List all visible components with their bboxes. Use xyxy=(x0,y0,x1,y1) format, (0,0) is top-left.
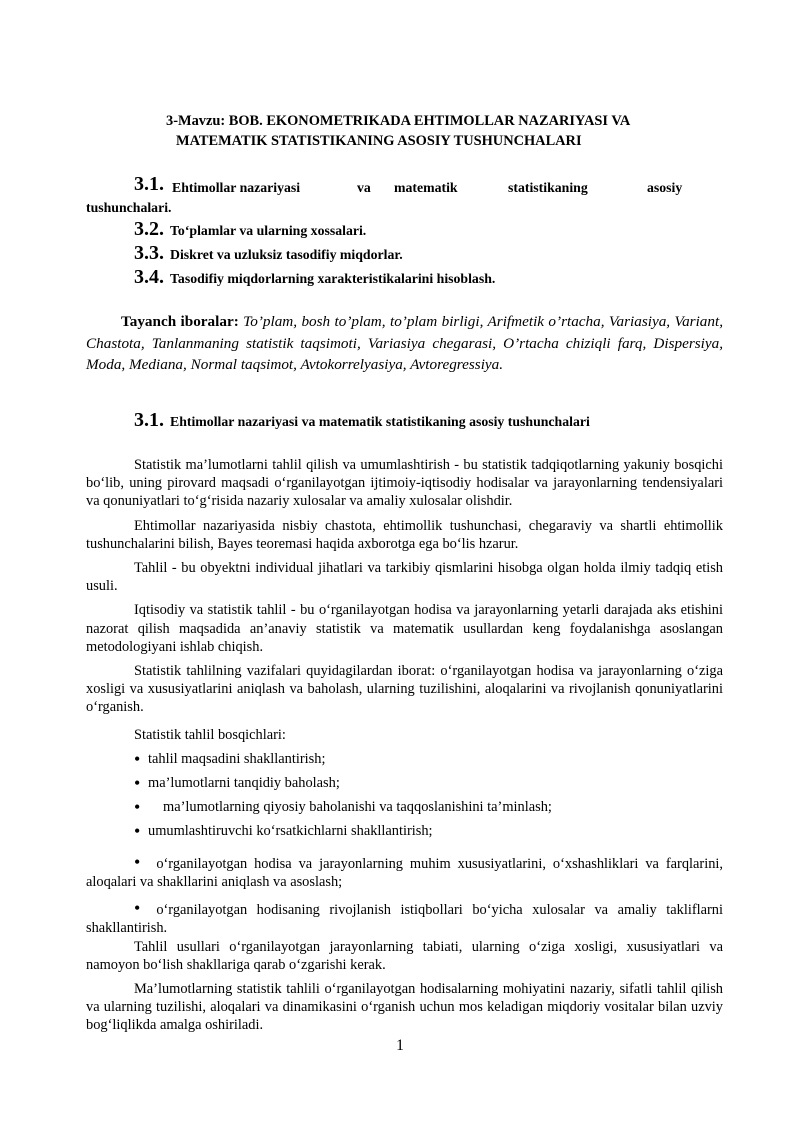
bullet-icon: • xyxy=(134,898,141,919)
list-item xyxy=(86,819,723,843)
bullet-icon: • xyxy=(134,796,141,817)
bullet-paragraph-text: o‘rganilayotgan hodisa va jarayonlarning muhim xususiyatlarini, o‘xshashliklari va farqlarini, aloqalari va shakllarini aniqlash va asoslash; xyxy=(86,855,723,891)
toc-number: 3.3. xyxy=(134,242,164,264)
steps-label: Statistik tahlil bosqichlari: xyxy=(134,726,286,743)
paragraph: Iqtisodiy va statistik tahlil - bu o‘rganilayotgan hodisa va jarayonlarning yetarli darajada aks etishini nazorat qilish maqsadida an’anaviy statistik va matematik usullardan keng foydalanishga asoslangan metodologiyani ishlab chiqish. xyxy=(86,602,723,655)
paragraph: Ehtimollar nazariyasida nisbiy chastota, ehtimollik tushunchasi, chegaraviy va shartli ehtimollik tushunchalarini bilish, Bayes teoremasi haqida axborotga ega bo‘lis hzarur. xyxy=(86,517,723,552)
list-item-text: tahlil maqsadini shakllantirish; xyxy=(148,750,326,767)
paragraph: Tahlil - bu obyektni individual jihatlari va tarkibiy qismlarini hisobga olgan holda ilmiy tadqiq etish usuli. xyxy=(86,560,723,595)
bullet-icon: • xyxy=(134,820,141,841)
keywords-block xyxy=(86,311,723,376)
list-item xyxy=(86,771,723,795)
toc-text: Tasodifiy miqdorlarning xarakteristikalarini hisoblash. xyxy=(170,271,496,286)
toc-number: 3.4. xyxy=(134,266,164,288)
paragraph: Statistik tahlilning vazifalari quyidagilardan iborat: o‘rganilayotgan hodisa va jarayonlarning o‘ziga xosligi va xususiyatlarini aniqlash va baholash, ularning tuzilishini, aloqalarini va rivojlanish qonuniyatlarini o‘rganish. xyxy=(86,663,723,716)
toc-word: Ehtimollar nazariyasi xyxy=(172,180,301,195)
bullet-paragraph-text: o‘rganilayotgan hodisaning rivojlanish istiqbollari bo‘yicha xulosalar va amaliy takliflarni shakllantirish. xyxy=(86,902,723,937)
toc-word: statistikaning xyxy=(508,180,588,195)
title-line-1: 3-Mavzu: BOB. EKONOMETRIKADA EHTIMOLLAR NAZARIYASI VA xyxy=(166,113,631,129)
toc-item xyxy=(134,218,366,241)
bullet-paragraph xyxy=(86,899,723,937)
title-line-2: MATEMATIK STATISTIKANING ASOSIY TUSHUNCHALARI xyxy=(176,133,582,149)
toc-text: To‘plamlar va ularning xossalari. xyxy=(170,223,367,238)
toc-item xyxy=(0,175,800,219)
section-heading xyxy=(134,409,590,432)
list-item xyxy=(86,747,723,771)
bullet-icon: • xyxy=(134,851,141,872)
bullet-icon: • xyxy=(134,748,141,769)
toc-continuation: tushunchalari. xyxy=(86,200,172,215)
list-item xyxy=(86,795,723,819)
paragraph: Statistik ma’lumotlarni tahlil qilish va umumlashtirish - bu statistik tadqiqotlarning yakuniy bosqichi bo‘lib, uning pirovard maqsadi o‘rganilayotgan ijtimoiy-iqtisodiy hodisalar va jarayonlarning tendensiyalari va qonuniyatlari to‘g‘risida nazariy xulosalar va amaliy xulosalar olishdir. xyxy=(86,457,723,510)
list-item-text: umumlashtiruvchi ko‘rsatkichlarni shakllantirish; xyxy=(148,822,433,839)
toc-word: va xyxy=(357,180,371,195)
section-title: Ehtimollar nazariyasi va matematik statistikaning asosiy tushunchalari xyxy=(170,414,590,429)
toc-item xyxy=(134,266,495,289)
toc-number: 3.2. xyxy=(134,218,164,240)
paragraph: Ma’lumotlarning statistik tahlili o‘rganilayotgan hodisalarning mohiyatini nazariy, sifatli tahlil qilish va ularning tuzilishi, aloqalari va dinamikasini o‘rganish uchun mos keladigan miqdoriy vositalar bilan uzviy bog‘liqlikda amalga oshiriladi. xyxy=(86,981,723,1034)
page-number: 1 xyxy=(396,1037,404,1054)
bullet-icon: • xyxy=(134,772,141,793)
toc-number: 3.1. xyxy=(134,173,164,195)
toc-item xyxy=(134,242,403,265)
list-item-text: ma’lumotlarni tanqidiy baholash; xyxy=(148,774,340,791)
section-number: 3.1. xyxy=(134,409,164,431)
toc-text: Diskret va uzluksiz tasodifiy miqdorlar. xyxy=(170,247,403,262)
body-text xyxy=(86,456,723,1035)
toc-word: matematik xyxy=(394,180,458,195)
bullet-list xyxy=(86,747,723,843)
list-item-text: ma’lumotlarning qiyosiy baholanishi va taqqoslanishini ta’minlash; xyxy=(163,798,552,815)
bullet-paragraph xyxy=(86,853,723,891)
keywords-terms: To’plam, bosh to’plam, to’plam birligi, Arifmetik o’rtacha, Variasiya, Variant, Chastota, Tanlanmaning statistik taqsimoti, Variasiya chegarasi, O’rtacha chiziqli farq, Dispersiya, Moda, Mediana, Normal taqsimot, Avtokorrelyasiya, Avtoregressiya. xyxy=(86,313,724,373)
keywords-label: Tayanch iboralar: xyxy=(121,313,239,330)
toc-word: asosiy xyxy=(647,180,683,195)
paragraph: Tahlil usullari o‘rganilayotgan jarayonlarning tabiati, ularning o‘ziga xosligi, xususiyatlari va namoyon bo‘lish shakllariga qarab o‘zgarishi kerak. xyxy=(86,938,723,973)
